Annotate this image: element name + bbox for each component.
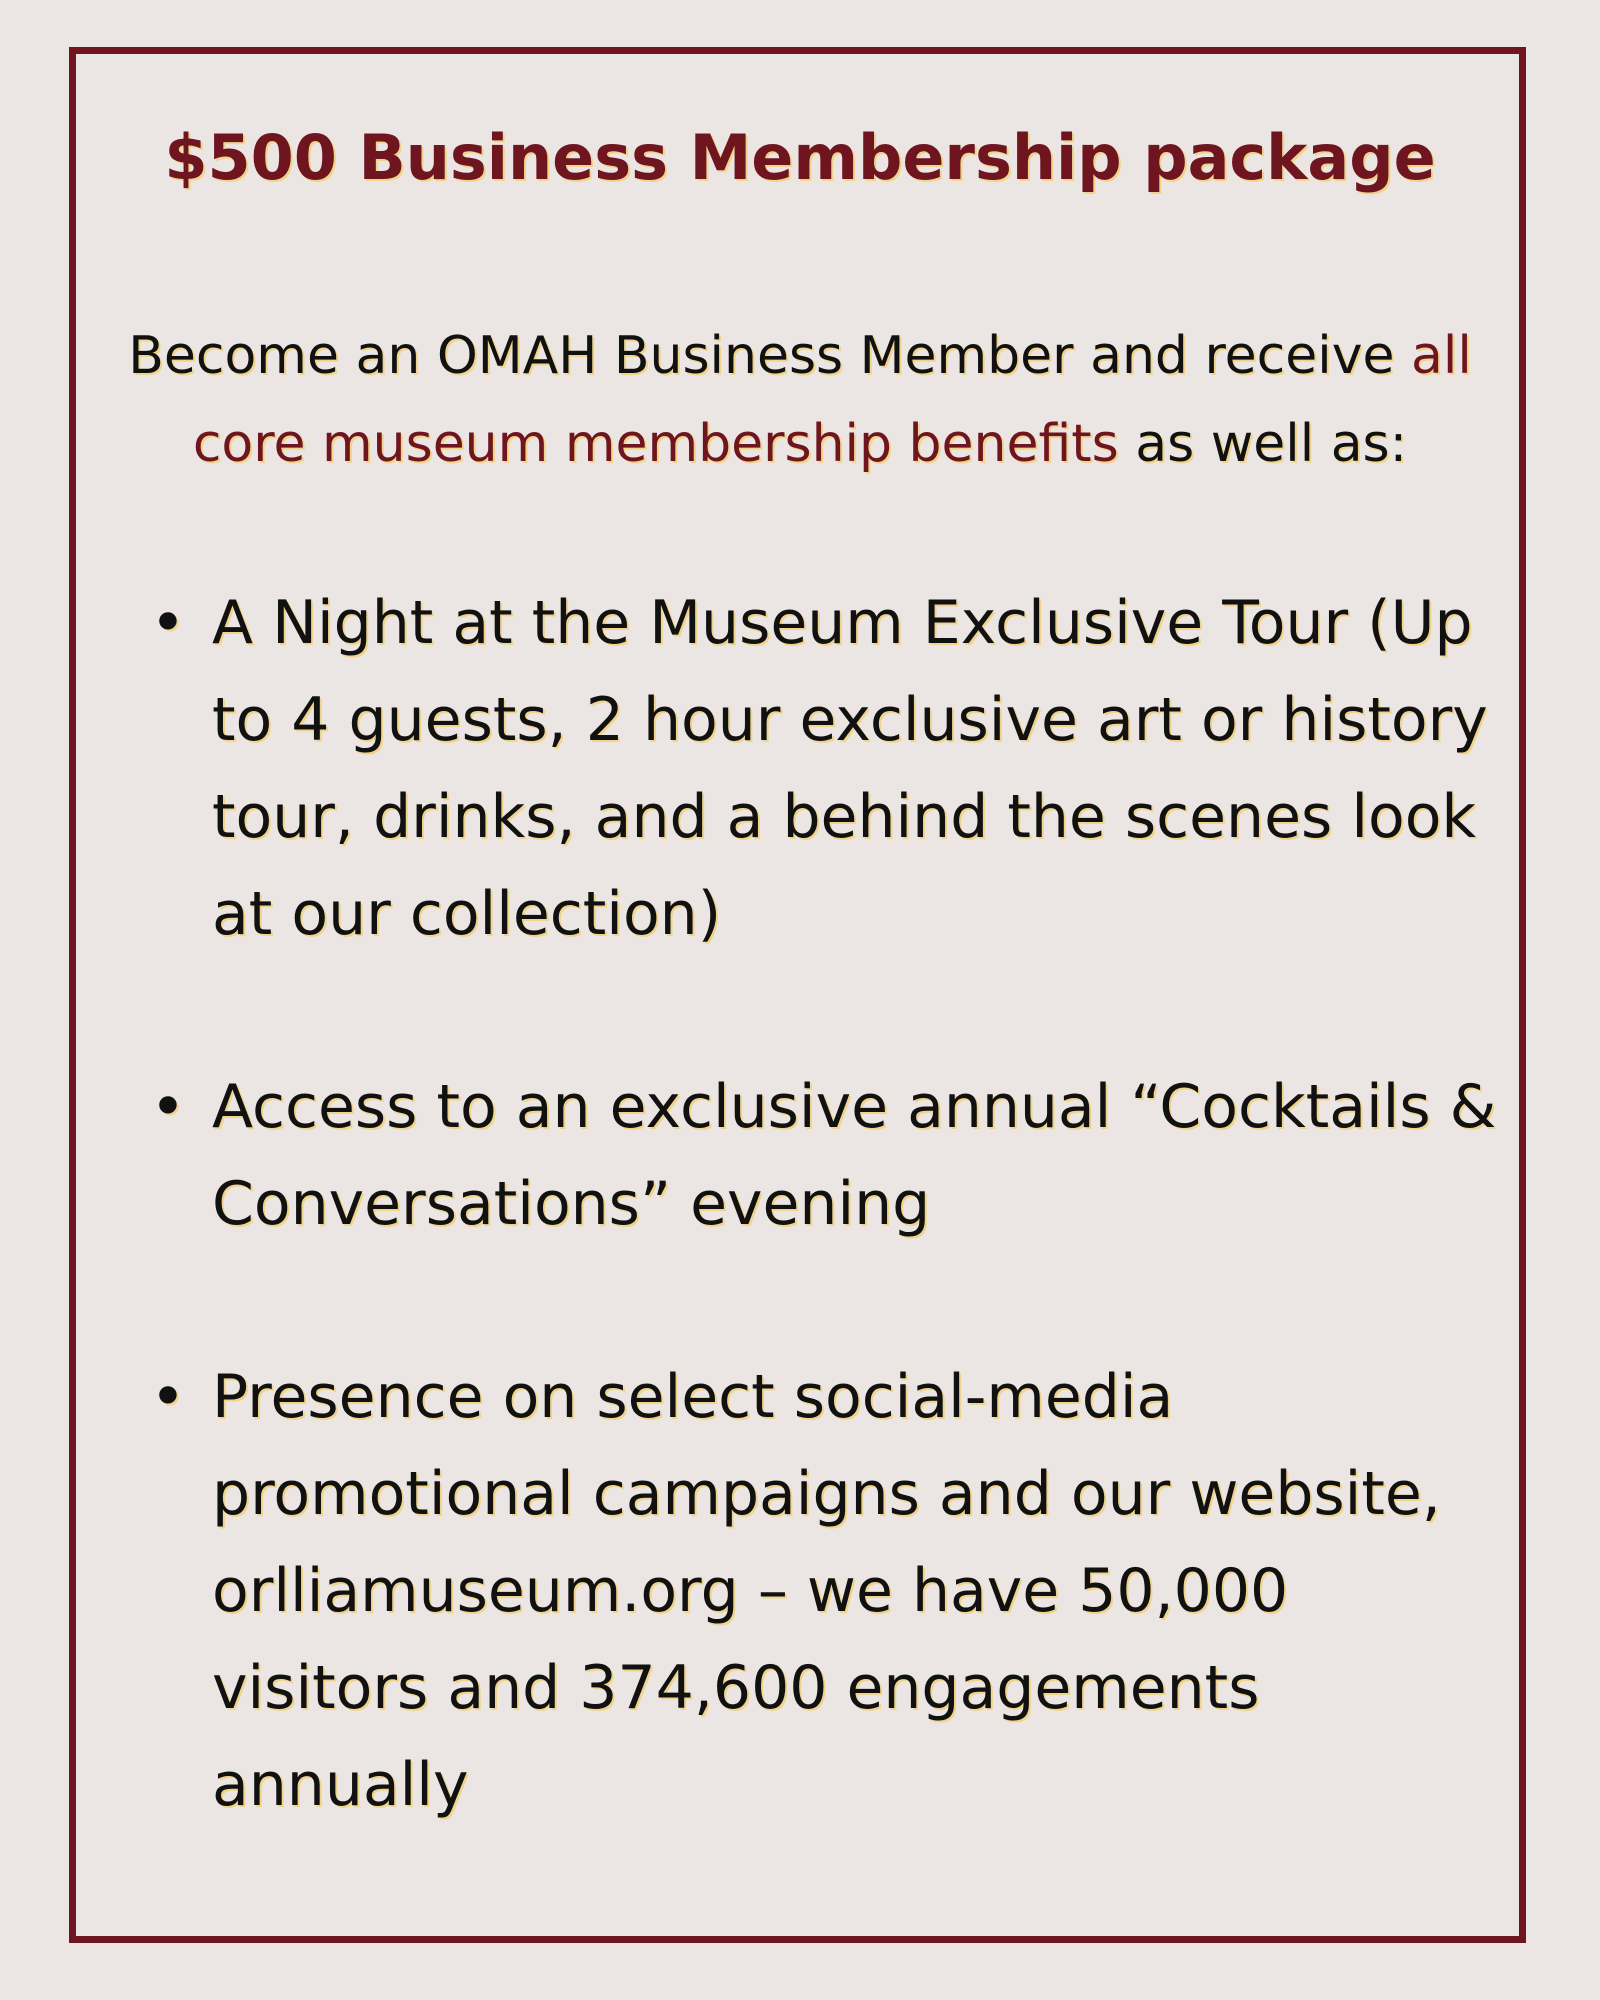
intro-highlight: all core museum membership benefits	[192, 326, 1472, 474]
bullet-icon: •	[150, 1362, 186, 1432]
intro-paragraph	[90, 312, 1510, 488]
benefit-item-night-tour	[140, 575, 1500, 963]
benefit-text: A Night at the Museum Exclusive Tour (Up to 4 guests, 2 hour exclusive art or history tour, drinks, and a behind the scenes look at our collection)	[212, 588, 1488, 949]
benefits-list	[140, 575, 1500, 1834]
package-title: $500 Business Membership package	[164, 121, 1436, 194]
benefit-text: Presence on select social-media promotional campaigns and our website, orlliamuseum.org – we have 50,000 visitors and 374,600 engagements annually	[212, 1362, 1441, 1820]
bullet-icon: •	[150, 588, 186, 658]
benefit-item-social-media	[140, 1349, 1500, 1834]
intro-text-before: Become an OMAH Business Member and receive	[128, 326, 1411, 386]
intro-text-after: as well as:	[1118, 414, 1408, 474]
bullet-icon: •	[150, 1072, 186, 1142]
benefit-text: Access to an exclusive annual “Cocktails & Conversations” evening	[212, 1072, 1497, 1239]
benefit-item-cocktails-evening	[140, 1059, 1500, 1253]
